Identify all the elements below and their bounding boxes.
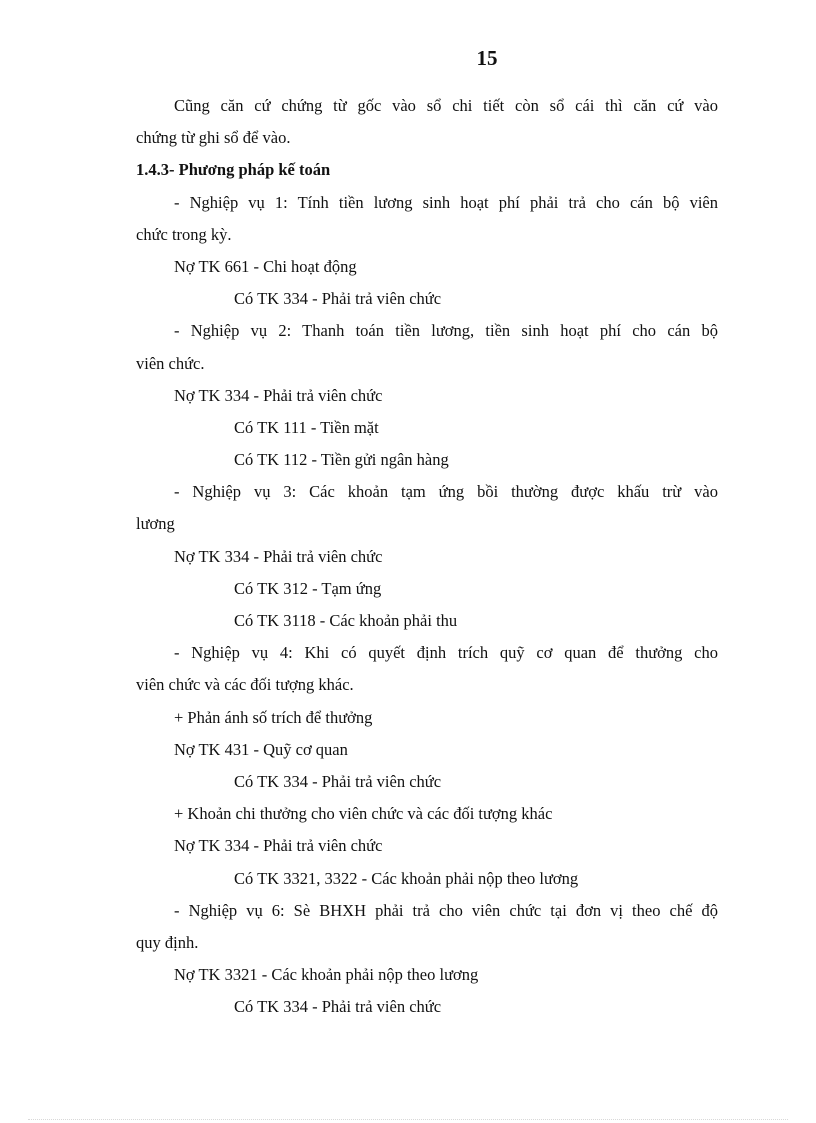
debit-entry: Nợ TK 334 - Phải trả viên chức: [174, 836, 383, 856]
debit-entry: Nợ TK 3321 - Các khoản phải nộp theo lương: [174, 965, 479, 985]
paragraph-line: Cũng căn cứ chứng từ gốc vào sổ chi tiết còn sổ cái thì căn cứ vào: [174, 96, 718, 115]
sub-item: + Khoản chi thưởng cho viên chức và các đối tượng khác: [174, 804, 553, 824]
credit-entry: Có TK 334 - Phải trả viên chức: [234, 997, 442, 1017]
credit-entry: Có TK 312 - Tạm ứng: [234, 578, 382, 598]
document-body: [136, 90, 718, 1023]
credit-entry: Có TK 334 - Phải trả viên chức: [234, 771, 442, 791]
page-bottom-divider: [28, 1119, 788, 1120]
transaction-description: - Nghiệp vụ 1: Tính tiền lương sinh hoạt phí phải trả cho cán bộ viên: [174, 192, 718, 212]
credit-entry: Có TK 334 - Phải trả viên chức: [234, 289, 442, 309]
transaction-description: lương: [136, 514, 175, 534]
debit-entry: Nợ TK 334 - Phải trả viên chức: [174, 385, 383, 405]
page-number: 15: [476, 46, 498, 70]
credit-entry: Có TK 111 - Tiền mặt: [234, 417, 379, 437]
debit-entry: Nợ TK 431 - Quỹ cơ quan: [174, 739, 348, 759]
transaction-description: viên chức và các đối tượng khác.: [136, 675, 354, 695]
debit-entry: Nợ TK 661 - Chi hoạt động: [174, 256, 357, 276]
transaction-description: - Nghiệp vụ 4: Khi có quyết định trích quỹ cơ quan để thưởng cho: [174, 643, 718, 663]
transaction-description: viên chức.: [136, 353, 205, 373]
credit-entry: Có TK 3118 - Các khoản phải thu: [234, 611, 458, 630]
sub-item: + Phản ánh số trích để thưởng: [174, 707, 373, 727]
paragraph-line: chứng từ ghi sổ để vào.: [136, 128, 291, 148]
transaction-description: chức trong kỳ.: [136, 224, 232, 244]
credit-entry: Có TK 3321, 3322 - Các khoản phải nộp theo lương: [234, 868, 579, 888]
transaction-description: - Nghiệp vụ 3: Các khoản tạm ứng bồi thường được khấu trừ vào: [174, 482, 718, 502]
section-heading: 1.4.3- Phương pháp kế toán: [136, 160, 331, 180]
transaction-description: quy định.: [136, 932, 199, 952]
credit-entry: Có TK 112 - Tiền gửi ngân hàng: [234, 450, 449, 470]
transaction-description: - Nghiệp vụ 2: Thanh toán tiền lương, tiền sinh hoạt phí cho cán bộ: [174, 321, 718, 341]
transaction-description: - Nghiệp vụ 6: Sè BHXH phải trả cho viên chức tại đơn vị theo chế độ: [174, 900, 718, 920]
debit-entry: Nợ TK 334 - Phải trả viên chức: [174, 546, 383, 566]
